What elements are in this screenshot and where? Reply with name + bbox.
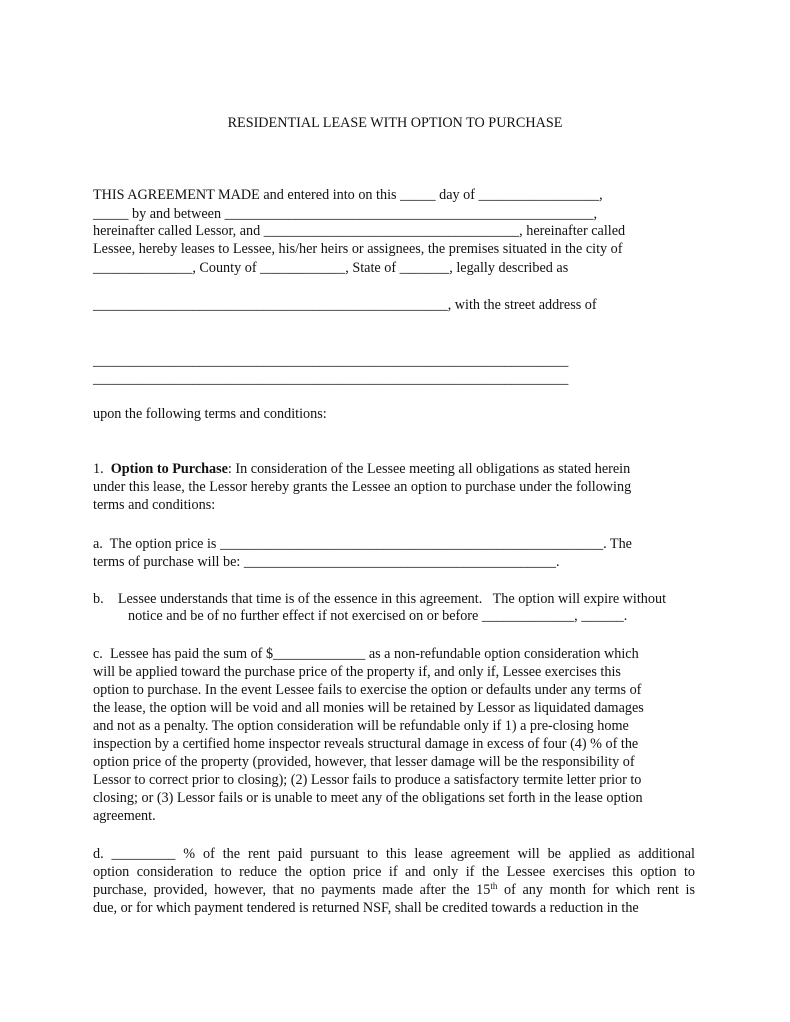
item-a-line-2: terms of purchase will be: ____________________________________________. <box>93 554 560 570</box>
section-1-line-2: under this lease, the Lessor hereby grants the Lessee an option to purchase under the following <box>93 479 632 495</box>
item-c-line-3: option to purchase. In the event Lessee fails to exercise the option or defaults under any terms of <box>93 682 642 698</box>
section-heading: Option to Purchase <box>110 461 228 477</box>
item-c-line-2: will be applied toward the purchase price of the property if, and only if, Lessee exercises this <box>93 664 621 680</box>
item-d-line-3 <box>93 881 695 899</box>
item-c-line-4: the lease, the option will be void and all monies will be retained by Lessor as liquidated damages <box>93 700 644 716</box>
item-d-line-3-end: of any month for which rent is <box>497 882 695 898</box>
item-c-line-7: option price of the property (provided, however, that lesser damage will be the responsibility of <box>93 754 635 770</box>
address-line-2: ___________________________________________________________________ <box>93 371 569 387</box>
intro-line-4: Lessee, hereby leases to Lessee, his/her heirs or assignees, the premises situated in the city of <box>93 241 623 257</box>
item-a-line-1: a. The option price is ______________________________________________________. The <box>93 536 632 552</box>
item-c-line-5: and not as a penalty. The option consideration will be refundable only if 1) a pre-closing home <box>93 718 629 734</box>
address-line-1: ___________________________________________________________________ <box>93 353 569 369</box>
item-d-line-2: option consideration to reduce the option price if and only if the Lessee exercises this option to <box>93 864 695 880</box>
intro-line-2: _____ by and between ____________________________________________________, <box>93 206 598 222</box>
item-d-line-4: due, or for which payment tendered is returned NSF, shall be credited towards a reduction in the <box>93 900 639 916</box>
intro-line-3: hereinafter called Lessor, and ____________________________________, hereinafter called <box>93 223 626 239</box>
intro-line-5: ______________, County of ____________, State of _______, legally described as <box>93 260 569 276</box>
item-c-line-6: inspection by a certified home inspector reveals structural damage in excess of four (4) % of the <box>93 736 639 752</box>
section-number: 1. <box>93 461 104 477</box>
item-c-line-9: closing; or (3) Lessor fails or is unable to meet any of the obligations set forth in the lease option <box>93 790 643 806</box>
intro-line-6: __________________________________________________, with the street address of <box>93 297 597 313</box>
item-c-line-10: agreement. <box>93 808 156 824</box>
section-1-line-3: terms and conditions: <box>93 497 216 513</box>
item-c-line-1: c. Lessee has paid the sum of $_____________ as a non-refundable option consideration which <box>93 646 639 662</box>
document-title: RESIDENTIAL LEASE WITH OPTION TO PURCHASE <box>227 115 563 131</box>
item-b-line-2: notice and be of no further effect if not exercised on or before _____________, ______. <box>128 608 628 624</box>
item-c-line-8: Lessor to correct prior to closing); (2) Lessor fails to produce a satisfactory termite letter prior to <box>93 772 642 788</box>
intro-line-1: THIS AGREEMENT MADE and entered into on this _____ day of _________________, <box>93 187 603 203</box>
item-d-line-1: d. _________ % of the rent paid pursuant to this lease agreement will be applied as additional <box>93 846 695 862</box>
item-b-line-1: b. Lessee understands that time is of the essence in this agreement. The option will expire without <box>93 591 667 607</box>
section-1-line-1-text: : In consideration of the Lessee meeting all obligations as stated herein <box>227 461 631 477</box>
ordinal-suffix: th <box>490 881 498 891</box>
item-d-line-3-start: purchase, provided, however, that no payments made after the 15 <box>93 882 491 898</box>
section-1-line-1 <box>93 460 630 478</box>
intro-line-terms: upon the following terms and conditions: <box>93 406 327 422</box>
